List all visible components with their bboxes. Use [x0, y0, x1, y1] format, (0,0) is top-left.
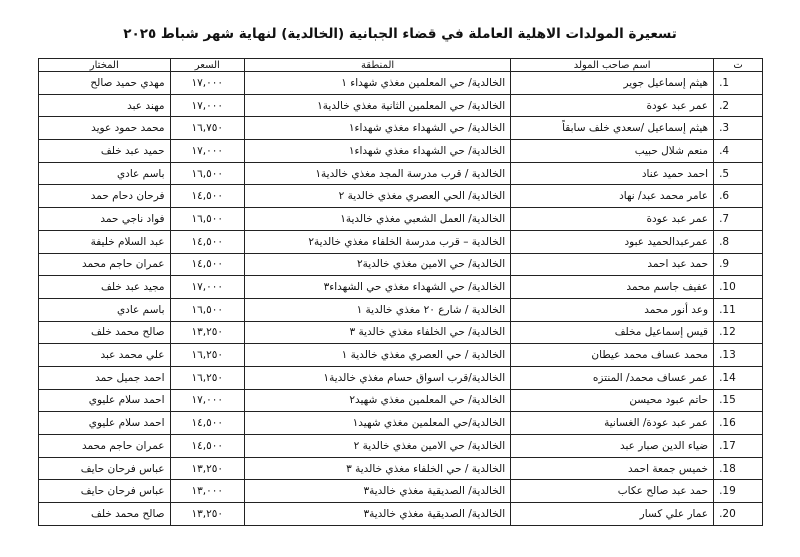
owner-name: احمد حميد عناد [511, 162, 714, 185]
mukhtar-cell: باسم عادي [39, 162, 171, 185]
row-number: 19. [714, 480, 763, 503]
mukhtar-cell: عباس فرحان حايف [39, 457, 171, 480]
area-cell: الخالدية/ حي الشهداء مغذي شهداء١ [245, 117, 511, 140]
area-cell: الخالدية/ حي الامين مغذي خالدية ٢ [245, 435, 511, 458]
table-row [39, 321, 763, 344]
area-cell: الخالدية / شارع ٢٠ مغذي خالدية ١ [245, 298, 511, 321]
mukhtar-cell: حميد عبد خلف [39, 140, 171, 163]
table-row [39, 185, 763, 208]
owner-name: عمر عبد عودة [511, 94, 714, 117]
table-row [39, 503, 763, 526]
table-row [39, 389, 763, 412]
table-row [39, 412, 763, 435]
mukhtar-cell: عبد السلام خليفة [39, 230, 171, 253]
owner-name: خميس جمعة احمد [511, 457, 714, 480]
row-number: 1. [714, 72, 763, 95]
area-cell: الخالدية / حي الخلفاء مغذي خالدية ٣ [245, 457, 511, 480]
owner-name: قيس إسماعيل مخلف [511, 321, 714, 344]
area-cell: الخالدية/ حي المعلمين مغذي شهيد٢ [245, 389, 511, 412]
area-cell: الخالدية / حي العصري مغذي خالدية ١ [245, 344, 511, 367]
table-row [39, 208, 763, 231]
owner-name: عامر محمد عبد/ نهاد [511, 185, 714, 208]
price-cell: ١٤,٥٠٠ [170, 185, 244, 208]
mukhtar-cell: احمد سلام عليوي [39, 389, 171, 412]
price-cell: ١٦,٢٥٠ [170, 344, 244, 367]
row-number: 17. [714, 435, 763, 458]
table-header-row [39, 59, 763, 72]
table-row [39, 480, 763, 503]
row-number: 5. [714, 162, 763, 185]
area-cell: الخالدية/ حي الامين مغذي خالدية٢ [245, 253, 511, 276]
price-cell: ١٣,٢٥٠ [170, 503, 244, 526]
price-cell: ١٦,٧٥٠ [170, 117, 244, 140]
owner-name: هيثم إسماعيل /سعدي خلف سابقاً [511, 117, 714, 140]
price-cell: ١٧,٠٠٠ [170, 389, 244, 412]
row-number: 12. [714, 321, 763, 344]
area-cell: الخالدية – قرب مدرسة الخلفاء مغذي خالدية٢ [245, 230, 511, 253]
table-row [39, 366, 763, 389]
area-cell: الخالدية/حي المعلمين مغذي شهيد١ [245, 412, 511, 435]
mukhtar-cell: مهدي حميد صالح [39, 72, 171, 95]
table-row [39, 435, 763, 458]
price-cell: ١٤,٥٠٠ [170, 435, 244, 458]
table-row [39, 276, 763, 299]
table-row [39, 117, 763, 140]
price-cell: ١٤,٥٠٠ [170, 230, 244, 253]
mukhtar-cell: صالح محمد خلف [39, 503, 171, 526]
row-number: 11. [714, 298, 763, 321]
row-number: 18. [714, 457, 763, 480]
header-number: ت [714, 59, 763, 72]
price-cell: ١٦,٥٠٠ [170, 298, 244, 321]
owner-name: عمر عساف محمد/ المنتزه [511, 366, 714, 389]
area-cell: الخالدية/قرب اسواق حسام مغذي خالدية١ [245, 366, 511, 389]
owner-name: منعم شلال حبيب [511, 140, 714, 163]
header-area: المنطقة [245, 59, 511, 72]
area-cell: الخالدية/ الصديقية مغذي خالدية٣ [245, 480, 511, 503]
price-cell: ١٧,٠٠٠ [170, 94, 244, 117]
mukhtar-cell: عمران حاجم محمد [39, 435, 171, 458]
mukhtar-cell: محمد حمود عويد [39, 117, 171, 140]
area-cell: الخالدية/ حي الشهداء مغذي حي الشهداء٣ [245, 276, 511, 299]
mukhtar-cell: علي محمد عبد [39, 344, 171, 367]
owner-name: عمر عبد عودة [511, 208, 714, 231]
row-number: 4. [714, 140, 763, 163]
owner-name: محمد عساف محمد عيطان [511, 344, 714, 367]
mukhtar-cell: عمران حاجم محمد [39, 253, 171, 276]
owner-name: عمر عبد عودة/ الغسانية [511, 412, 714, 435]
area-cell: الخالدية / قرب مدرسة المجد مغذي خالدية١ [245, 162, 511, 185]
row-number: 2. [714, 94, 763, 117]
table-row [39, 162, 763, 185]
table-row [39, 140, 763, 163]
area-cell: الخالدية/ العمل الشعبي مغذي خالدية١ [245, 208, 511, 231]
table-row [39, 344, 763, 367]
row-number: 16. [714, 412, 763, 435]
mukhtar-cell: فواد ناجي حمد [39, 208, 171, 231]
mukhtar-cell: مجيد عبد خلف [39, 276, 171, 299]
area-cell: الخالدية/ حي الخلفاء مغذي خالدية ٣ [245, 321, 511, 344]
row-number: 8. [714, 230, 763, 253]
area-cell: الخالدية/ حي المعلمين الثانية مغذي خالدية١ [245, 94, 511, 117]
price-cell: ١٤,٥٠٠ [170, 253, 244, 276]
owner-name: ضياء الدين صبار عبد [511, 435, 714, 458]
header-price: السعر [170, 59, 244, 72]
table-row [39, 298, 763, 321]
mukhtar-cell: مهند عبد [39, 94, 171, 117]
row-number: 3. [714, 117, 763, 140]
table-body [39, 72, 763, 526]
row-number: 10. [714, 276, 763, 299]
mukhtar-cell: باسم عادي [39, 298, 171, 321]
owner-name: حمد عبد صالح عكاب [511, 480, 714, 503]
row-number: 15. [714, 389, 763, 412]
price-cell: ١٦,٢٥٠ [170, 366, 244, 389]
area-cell: الخالدية/ حي المعلمين مغذي شهداء ١ [245, 72, 511, 95]
header-mukhtar: المختار [39, 59, 171, 72]
owner-name: عفيف جاسم محمد [511, 276, 714, 299]
row-number: 7. [714, 208, 763, 231]
price-cell: ١٤,٥٠٠ [170, 412, 244, 435]
price-cell: ١٣,٢٥٠ [170, 321, 244, 344]
owner-name: عمرعبدالحميد عبود [511, 230, 714, 253]
price-cell: ١٧,٠٠٠ [170, 276, 244, 299]
owner-name: وعد أنور محمد [511, 298, 714, 321]
table-row [39, 230, 763, 253]
table-row [39, 457, 763, 480]
row-number: 6. [714, 185, 763, 208]
owner-name: عمار علي كسار [511, 503, 714, 526]
price-cell: ١٣,٢٥٠ [170, 457, 244, 480]
owner-name: هيثم إسماعيل جوير [511, 72, 714, 95]
row-number: 9. [714, 253, 763, 276]
mukhtar-cell: عباس فرحان حايف [39, 480, 171, 503]
owner-name: حاتم عبود محيسن [511, 389, 714, 412]
header-owner: اسم صاحب المولد [511, 59, 714, 72]
area-cell: الخالدية/ الصديقية مغذي خالدية٣ [245, 503, 511, 526]
row-number: 14. [714, 366, 763, 389]
price-cell: ١٧,٠٠٠ [170, 72, 244, 95]
mukhtar-cell: صالح محمد خلف [39, 321, 171, 344]
area-cell: الخالدية/ حي الشهداء مغذي شهداء١ [245, 140, 511, 163]
row-number: 13. [714, 344, 763, 367]
document-title: تسعيرة المولدات الاهلية العاملة في قضاء الجبانية (الخالدية) لنهاية شهر شباط ٢٠٢٥ [123, 26, 677, 42]
price-cell: ١٦,٥٠٠ [170, 208, 244, 231]
price-cell: ١٣,٠٠٠ [170, 480, 244, 503]
mukhtar-cell: احمد جميل حمد [39, 366, 171, 389]
table-row [39, 94, 763, 117]
area-cell: الخالدية/ الحي العصري مغذي خالدية ٢ [245, 185, 511, 208]
price-cell: ١٦,٥٠٠ [170, 162, 244, 185]
mukhtar-cell: احمد سلام عليوي [39, 412, 171, 435]
table-row [39, 72, 763, 95]
mukhtar-cell: فرحان دحام حمد [39, 185, 171, 208]
table-row [39, 253, 763, 276]
price-cell: ١٧,٠٠٠ [170, 140, 244, 163]
generators-price-table [38, 58, 763, 526]
owner-name: حمد عبد احمد [511, 253, 714, 276]
row-number: 20. [714, 503, 763, 526]
